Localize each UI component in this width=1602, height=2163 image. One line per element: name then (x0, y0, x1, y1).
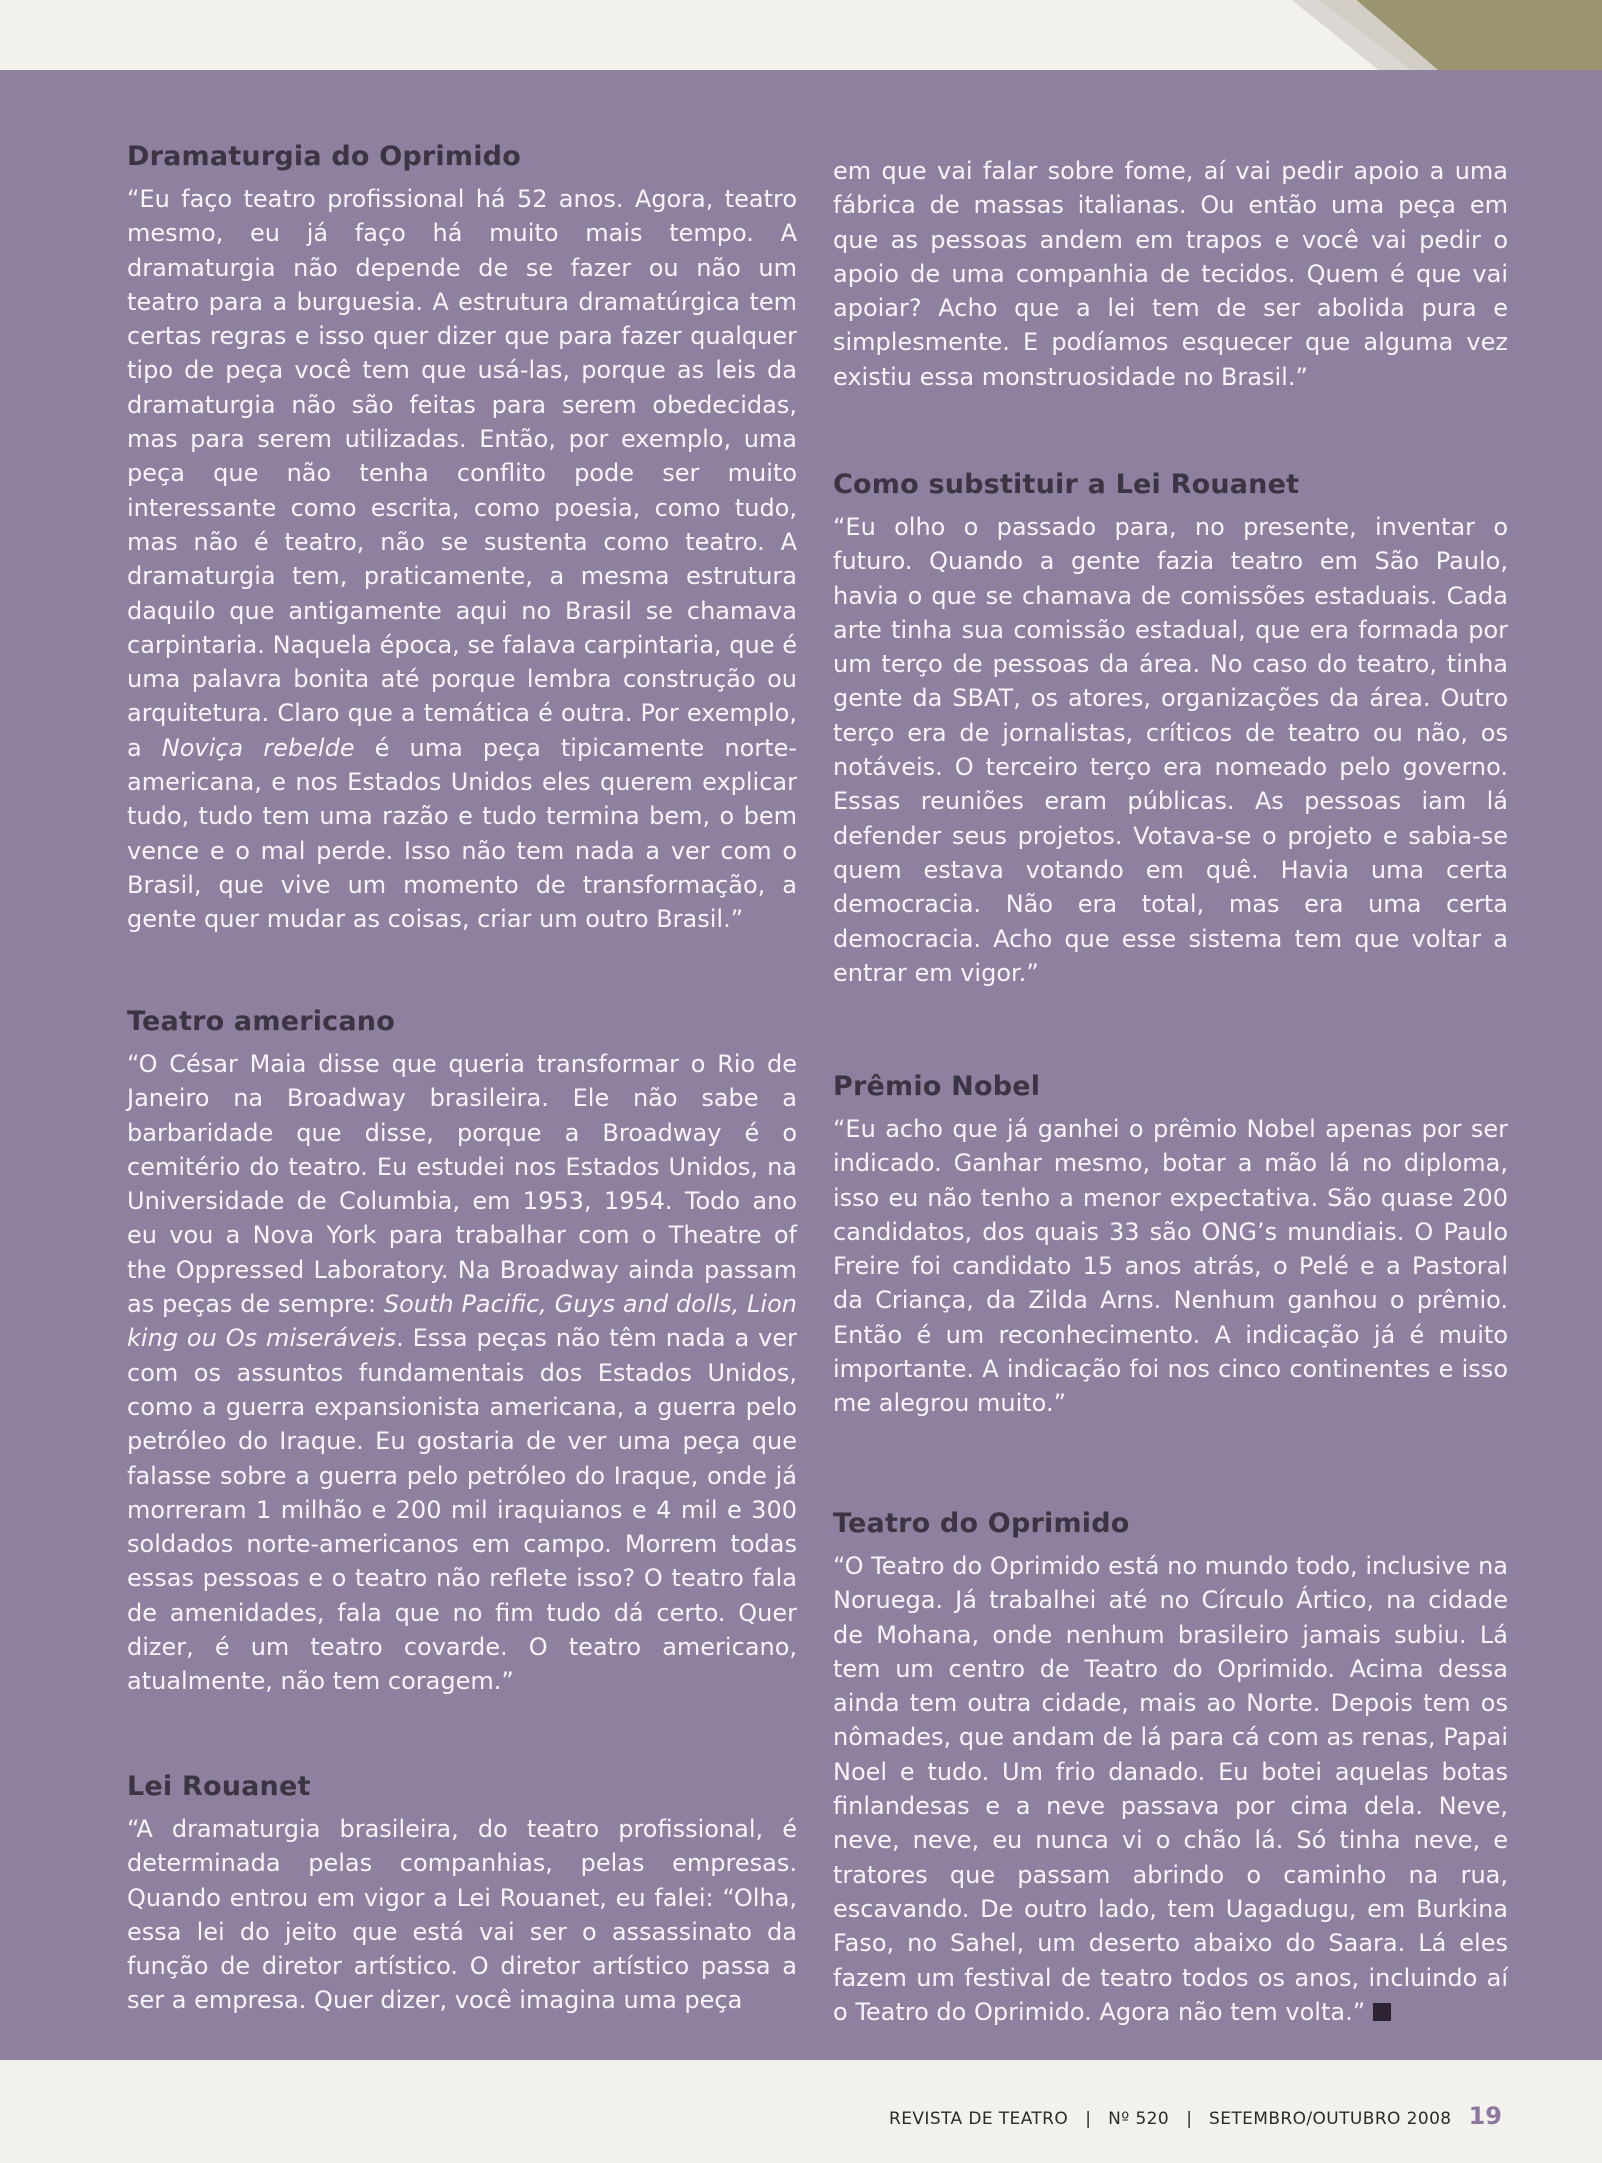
body-text: “O Teatro do Oprimido está no mundo todo, inclusive na Noruega. Já trabalhei até no Círculo Ártico, na cidade de Mohana, onde nenhum brasileiro jamais subiu. Lá tem um centro de Teatro do Oprimido. Acima dessa ainda tem outra cidade, mais ao Norte. Depois tem os nômades, que andam de lá para cá com as renas, Papai Noel e tudo. Um frio danado. Eu botei aquelas botas finlandesas e a neve passava por cima dela. Neve, neve, neve, eu nunca vi o chão lá. Só tinha neve, e tratores que passam abrindo o caminho na rua, escavando. De outro lado, tem Uagadugu, em Burkina Faso, no Sahel, um deserto abaixo do Saara. Lá eles fazem um festival de teatro todos os anos, incluindo aí o Teatro do Oprimido. Agora não tem volta.” (833, 1552, 1508, 2026)
section-body (833, 1549, 1508, 2029)
body-text: “O César Maia disse que queria transformar o Rio de Janeiro na Broadway brasileira. Ele não sabe a barbaridade que disse, porque a Broadway é o cemitério do teatro. Eu estudei nos Estados Unidos, na Universidade de Columbia, em 1953, 1954. Todo ano eu vou a Nova York para trabalhar com o Theatre of the Oppressed Laboratory. Na Broadway ainda passam as peças de sempre: (127, 1050, 797, 1319)
section-teatro-do-oprimido (833, 1507, 1508, 2029)
section-lei-rouanet (127, 1770, 797, 2018)
section-heading: Dramaturgia do Oprimido (127, 141, 521, 172)
section-body (127, 182, 797, 937)
page-footer (889, 2102, 1502, 2130)
section-heading: Teatro americano (127, 1006, 395, 1037)
section-body: em que vai falar sobre fome, aí vai pedir apoio a uma fábrica de massas italianas. Ou então uma peça em que as pessoas andem em trapos e você vai pedir o apoio de uma companhia de tecidos. Quem é que vai apoiar? Acho que a lei tem de ser abolida pura e simplesmente. E podíamos esquecer que alguma vez existiu essa monstruosidade no Brasil.” (833, 157, 1508, 391)
body-text: “Eu faço teatro profissional há 52 anos. Agora, teatro mesmo, eu já faço há muito mais tempo. A dramaturgia não depende de se fazer ou não um teatro para a burguesia. A estrutura dramatúrgica tem certas regras e isso quer dizer que para fazer qualquer tipo de peça você tem que usá-las, porque as leis da dramaturgia não são feitas para serem obedecidas, mas para serem utilizadas. Então, por exemplo, uma peça que não tenha conflito pode ser muito interessante como escrita, como poesia, como tudo, mas não é teatro, não se sustenta como teatro. A dramaturgia tem, praticamente, a mesma estrutura daquilo que antigamente aqui no Brasil se chamava carpintaria. Naquela época, se falava carpintaria, que é uma palavra bonita até porque lembra construção ou arquitetura. Claro que a temática é outra. Por exemplo, a (127, 185, 797, 762)
magazine-name: REVISTA DE TEATRO (889, 2109, 1069, 2129)
section-heading: Prêmio Nobel (833, 1071, 1041, 1102)
section-body: “A dramaturgia brasileira, do teatro profissional, é determinada pelas companhias, pelas empresas. Quando entrou em vigor a Lei Rouanet, eu falei: “Olha, essa lei do jeito que está vai ser o assassinato da função de diretor artístico. O diretor artístico passa a ser a empresa. Quer dizer, você imagina uma peça (127, 1815, 797, 2015)
footer-separator: | (1085, 2109, 1092, 2129)
section-dramaturgia-do-oprimido (127, 140, 797, 937)
issue-date: SETEMBRO/OUTUBRO 2008 (1209, 2109, 1452, 2129)
footer-separator: | (1186, 2109, 1192, 2129)
page-number: 19 (1468, 2102, 1502, 2130)
issue-number: Nº 520 (1108, 2109, 1170, 2129)
italic-titles: South Pacific, Guys and dolls, Lion king ou Os miseráveis (127, 1290, 797, 1353)
end-of-article-mark (1373, 2003, 1391, 2021)
section-body (127, 1047, 797, 1699)
section-continuation (833, 154, 1508, 394)
section-body: “Eu acho que já ganhei o prêmio Nobel apenas por ser indicado. Ganhar mesmo, botar a mão lá no diploma, isso eu não tenho a menor expectativa. São quase 200 candidatos, dos quais 33 são ONG’s mundiais. O Paulo Freire foi candidato 15 anos atrás, o Pelé e a Pastoral da Criança, da Zilda Arns. Nenhum ganhou o prêmio. Então é um reconhecimento. A indicação já é muito importante. A indicação foi nos cinco continentes e isso me alegrou muito.” (833, 1115, 1508, 1418)
section-heading: Lei Rouanet (127, 1771, 311, 1802)
italic-title: Noviça rebelde (161, 733, 355, 762)
section-premio-nobel (833, 1070, 1508, 1421)
section-body: “Eu olho o passado para, no presente, inventar o futuro. Quando a gente fazia teatro em São Paulo, havia o que se chamava de comissões estaduais. Cada arte tinha sua comissão estadual, que era formada por um terço de pessoas da área. No caso do teatro, tinha gente da SBAT, os atores, organizações da área. Outro terço era de jornalistas, críticos de teatro ou não, os notáveis. O terceiro terço era nomeado pelo governo. Essas reuniões eram públicas. As pessoas iam lá defender seus projetos. Votava-se o projeto e sabia-se quem estava votando em quê. Havia uma certa democracia. Não era total, mas era uma certa democracia. Acho que esse sistema tem que voltar a entrar em vigor.” (833, 513, 1508, 987)
body-text-continued: é uma peça tipicamente norte-americana, e nos Estados Unidos eles querem explicar tudo, tudo tem uma razão e tudo termina bem, o bem vence e o mal perde. Isso não tem nada a ver com o Brasil, que vive um momento de transformação, a gente quer mudar as coisas, criar um outro Brasil.” (127, 733, 797, 934)
section-heading: Como substituir a Lei Rouanet (833, 469, 1300, 500)
body-text-continued: . Essa peças não têm nada a ver com os assuntos fundamentais dos Estados Unidos, como a guerra expansionista americana, a guerra pelo petróleo do Iraque. Eu gostaria de ver uma peça que falasse sobre a guerra pelo petróleo do Iraque, onde já morreram 1 milhão e 200 mil iraquianos e 4 mil e 300 soldados norte-americanos em campo. Morrem todas essas pessoas e o teatro não reflete isso? O teatro fala de amenidades, fala que no fim tudo dá certo. Quer dizer, é um teatro covarde. O teatro americano, atualmente, não tem coragem.” (127, 1324, 798, 1696)
section-heading: Teatro do Oprimido (833, 1508, 1130, 1539)
section-teatro-americano (127, 1005, 797, 1699)
article-panel (0, 70, 1602, 2060)
section-como-substituir-a-lei-rouanet (833, 468, 1508, 990)
